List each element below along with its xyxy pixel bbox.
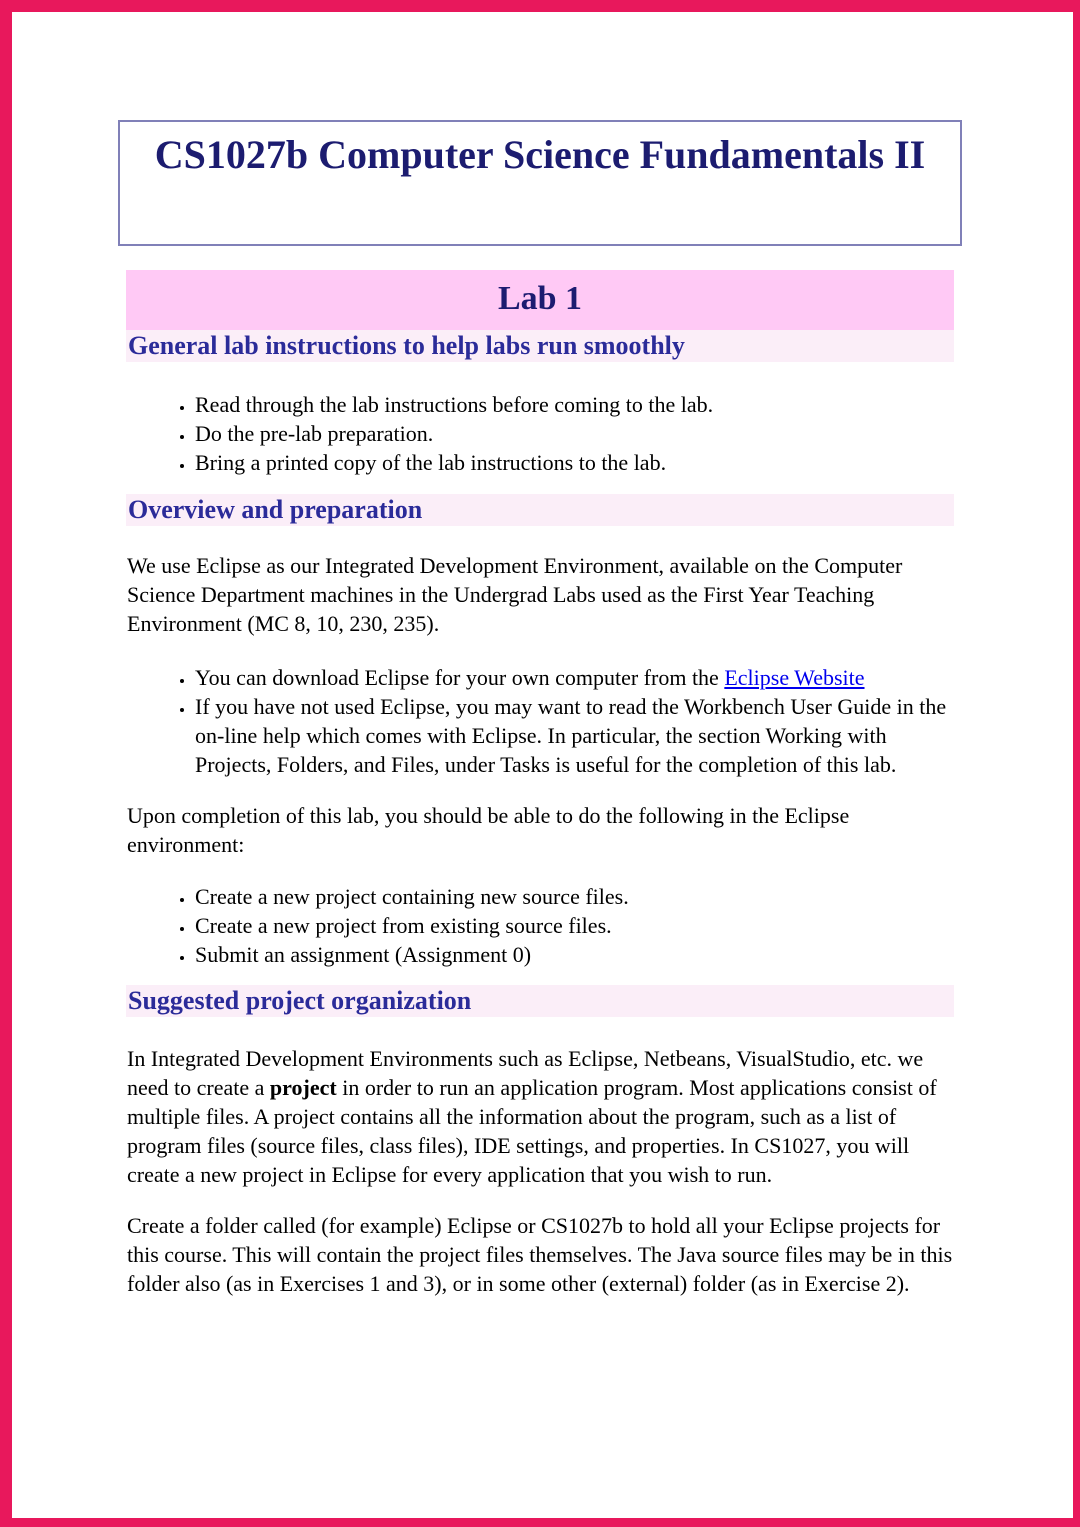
list-item: • Bring a printed copy of the lab instructions to the lab. [195,448,950,477]
eclipse-website-link[interactable]: Eclipse Website [724,665,865,690]
list-item: • Submit an assignment (Assignment 0) [195,940,950,969]
general-instructions-list [127,390,950,477]
list-item: • Create a new project from existing source files. [195,911,950,940]
list-item: • Do the pre-lab preparation. [195,419,950,448]
course-title: CS1027b Computer Science Fundamentals II [154,132,926,177]
course-title-box [118,120,962,246]
bold-word-project: project [269,1075,337,1100]
paragraph-text: In Integrated Development Environments such as Eclipse, Netbeans, VisualStudio, etc. we need to create a [127,1046,924,1100]
list-item: • Read through the lab instructions before coming to the lab. [195,390,950,419]
paragraph-text: Create a folder called (for example) Eclipse or CS1027b to hold all your Eclipse projects for this course. This will contain the project files themselves. The Java source files may be in this folder also (as in Exercises 1 and 3), or in some other (external) folder (as in Exercise 2). [127,1213,953,1296]
paragraph-organization-2 [127,1211,955,1298]
bullet-text: You can download Eclipse for your own computer from the [195,665,725,690]
lab-title: Lab 1 [497,280,583,317]
section-heading-general [126,330,954,362]
list-item [195,663,950,692]
list-item: • If you have not used Eclipse, you may want to read the Workbench User Guide in the on-line help which comes with Eclipse. In particular, the section Working with Projects, Folders, and Files, under Tasks is useful for the completion of this lab. [195,692,950,779]
section-heading-overview [126,494,954,526]
section-heading-overview-label: Overview and preparation [128,495,423,524]
list-item: • Create a new project containing new source files. [195,882,950,911]
paragraph-text: We use Eclipse as our Integrated Development Environment, available on the Computer Science Department machines in the Undergrad Labs used as the First Year Teaching Environment (MC 8, 10, 230, 235). [127,553,903,636]
overview-bullet-list [127,663,950,779]
section-heading-organization [126,985,954,1017]
goals-list [127,882,950,969]
paragraph-text: in order to run an application program. Most applications consist of multiple files. A project contains all the information about the program, such as a list of program files (source files, class files), IDE settings, and properties. In CS1027, you will create a new project in Eclipse for every application that you wish to run. [127,1075,937,1187]
lab-banner [126,270,954,330]
section-heading-general-label: General lab instructions to help labs run smoothly [128,331,685,360]
section-heading-organization-label: Suggested project organization [128,986,472,1015]
paragraph-organization-1 [127,1044,955,1189]
paragraph-overview-intro [127,551,955,638]
paragraph-text: Upon completion of this lab, you should be able to do the following in the Eclipse environment: [127,803,850,857]
paragraph-upon-completion [127,801,955,859]
